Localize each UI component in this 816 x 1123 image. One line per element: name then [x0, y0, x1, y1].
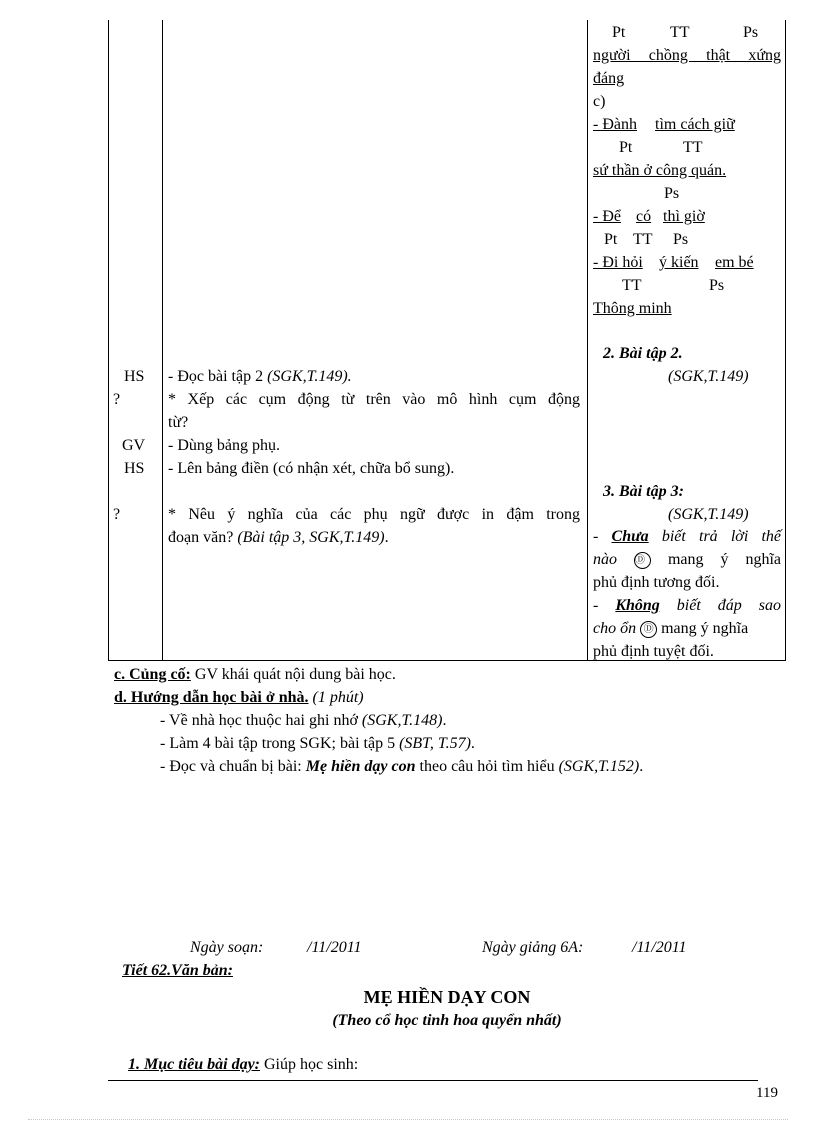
huong-dan-time: (1 phút) [308, 689, 364, 706]
answer-text: phủ định tuyệt đối. [593, 643, 714, 660]
answer-line [593, 526, 781, 548]
circled-d-icon: Ⓓ [634, 552, 651, 569]
lesson-subtitle: (Theo cổ học tinh hoa quyển nhất) [332, 1012, 562, 1029]
activity-text: . [384, 529, 389, 546]
activity-text: - Dùng bảng phụ. [168, 437, 280, 454]
phrase-text: - Để [593, 208, 621, 225]
page-number: 119 [756, 1085, 778, 1101]
lesson-period: Tiết 62.Văn bản: [122, 962, 233, 979]
answer-text: biết trả lời thế [648, 528, 782, 545]
homework-text: . [442, 712, 447, 729]
label-tt: TT [622, 277, 642, 294]
phrase-text: người chồng thật xứng [593, 47, 781, 64]
homework-text: - Đọc và chuẩn bị bài: [160, 758, 306, 775]
reference: (SGK,T.149). [267, 368, 352, 385]
label-ps: Ps [673, 231, 689, 248]
exercise-3-title: 3. Bài tập 3: [603, 483, 684, 500]
label-tt: TT [670, 24, 690, 41]
phrase-text: ý kiến [659, 254, 699, 271]
ngay-giang-value: /11/2011 [632, 939, 687, 956]
huong-dan-line [114, 687, 364, 709]
answer-text: nào [593, 551, 617, 568]
question-mark: ? [113, 506, 121, 523]
answer-text: mang ý nghĩa [657, 620, 749, 637]
answer-line [593, 618, 781, 640]
highlight-word: Chưa [611, 528, 649, 545]
item-label: c) [593, 93, 606, 110]
role-gv: GV [122, 437, 146, 454]
reference: (SGK,T.152) [558, 758, 640, 775]
activity-text: - Lên bảng điền (có nhận xét, chữa bổ sung). [168, 460, 455, 477]
question-mark: ? [113, 391, 121, 408]
answer-text: phủ định tương đối. [593, 574, 720, 591]
huong-dan-label: d. Hướng dẫn học bài ở nhà. [114, 689, 309, 706]
label-pt: Pt [612, 24, 626, 41]
phrase-text: đáng [593, 70, 625, 87]
label-pt: Pt [619, 139, 633, 156]
phrase-text: có [636, 208, 652, 225]
exercise-2-ref: (SGK,T.149) [668, 368, 749, 385]
activity-line [168, 527, 389, 549]
exercise-2-title: 2. Bài tập 2. [603, 345, 683, 362]
muc-tieu-line [128, 1054, 358, 1076]
cung-co-label: c. Củng cố: [114, 666, 191, 683]
answer-text: mang ý nghĩa [667, 551, 782, 568]
activity-line [168, 366, 352, 388]
label-tt: TT [633, 231, 653, 248]
homework-text: - Về nhà học thuộc hai ghi nhớ [160, 712, 362, 729]
phrase-text: em bé [715, 254, 754, 271]
exercise-3-ref: (SGK,T.149) [668, 506, 749, 523]
homework-text: - Làm 4 bài tập trong SGK; bài tập 5 [160, 735, 400, 752]
circled-d-icon: Ⓓ [640, 621, 657, 638]
activity-text: đoạn văn? [168, 529, 238, 546]
homework-text: theo câu hỏi tìm hiểu [415, 758, 559, 775]
answer-text: biết đáp sao [659, 597, 782, 614]
homework-item [160, 733, 475, 755]
muc-tieu-text: Giúp học sinh: [260, 1056, 359, 1073]
page-bottom-dotted-rule [28, 1119, 788, 1120]
phrase-text: - Đành [593, 116, 637, 133]
label-ps: Ps [709, 277, 725, 294]
ngay-giang-label: Ngày giảng 6A: [482, 939, 584, 956]
answer-text: cho ổn [593, 620, 637, 637]
role-hs: HS [124, 368, 145, 385]
muc-tieu-label: 1. Mục tiêu bài dạy: [128, 1056, 260, 1073]
activity-text: - Đọc bài tập 2 [168, 368, 268, 385]
dash: - [593, 597, 616, 614]
phrase-text: thì giờ [663, 208, 705, 225]
cung-co-line [114, 664, 396, 686]
table-divider-2 [587, 20, 588, 661]
footer-rule [108, 1080, 758, 1081]
label-ps: Ps [743, 24, 759, 41]
ngay-soan-label: Ngày soạn: [190, 939, 264, 956]
reference: (Bài tập 3, SGK,T.149) [237, 529, 385, 546]
homework-text: . [470, 735, 475, 752]
lesson-name: Mẹ hiền dạy con [305, 758, 416, 775]
highlight-word: Không [615, 597, 660, 614]
answer-line [593, 549, 781, 571]
table-divider-1 [162, 20, 163, 661]
cung-co-text: GV khái quát nội dung bài học. [190, 666, 396, 683]
homework-item [160, 710, 447, 732]
reference: (SBT, T.57) [399, 735, 471, 752]
homework-text: . [639, 758, 644, 775]
label-ps: Ps [664, 185, 680, 202]
label-pt: Pt [604, 231, 618, 248]
reference: (SGK,T.148) [361, 712, 443, 729]
homework-item [160, 756, 643, 778]
activity-text: * Nêu ý nghĩa của các phụ ngữ được in đậm trong [168, 506, 580, 523]
table-border-left [108, 20, 109, 661]
label-tt: TT [683, 139, 703, 156]
ngay-soan-value: /11/2011 [307, 939, 362, 956]
phrase-text: tìm cách giữ [655, 116, 735, 133]
answer-line [593, 595, 781, 617]
phrase-text: Thông minh [593, 300, 672, 317]
phrase-text: - Đi hỏi [593, 254, 643, 271]
phrase-text: sứ thần ở công quán. [593, 162, 727, 179]
lesson-title: MẸ HIỀN DẠY CON [363, 987, 531, 1007]
activity-text: từ? [168, 414, 189, 431]
table-border-right [785, 20, 786, 661]
role-hs: HS [124, 460, 145, 477]
activity-text: * Xếp các cụm động từ trên vào mô hình cụm động [168, 391, 580, 408]
dash: - [593, 528, 612, 545]
